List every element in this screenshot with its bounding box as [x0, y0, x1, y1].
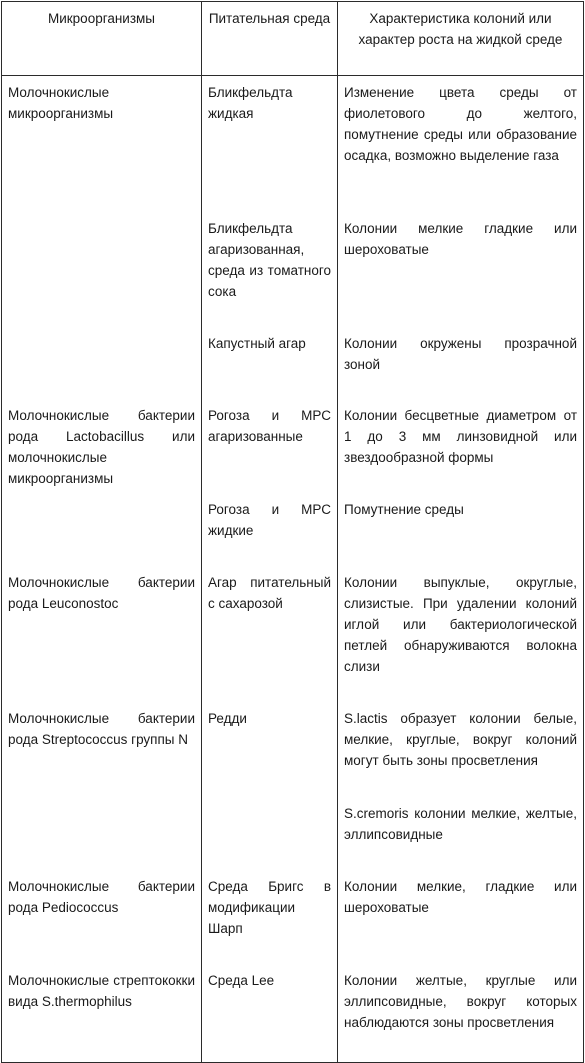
organism-cell: Молочнокислые бактерии рода Leuconostoc [8, 575, 195, 611]
medium-cell: Среда Lee [208, 973, 275, 988]
characteristics-column [338, 76, 584, 1063]
organism-cell: Молочнокислые бактерии рода Streptococcus группы N [8, 711, 195, 747]
characteristic-cell: Колонии выпуклые, округлые, слизистые. При удалении колоний иглой или бактериологической петлей обнаруживаются волокна слизи [344, 575, 577, 674]
header-microorganisms: Микроорганизмы [2, 2, 202, 76]
characteristic-cell: Помутнение среды [344, 502, 464, 517]
medium-cell: Капустный агар [208, 336, 306, 351]
medium-cell: Редди [208, 711, 247, 726]
medium-cell: Среда Бригс в модификации Шарп [208, 879, 331, 936]
organism-cell: Молочнокислые микроорганизмы [8, 85, 114, 121]
medium-cell: Рогоза и МРС жидкие [208, 502, 331, 538]
header-colony-characteristics: Характеристика колоний или характер роста на жидкой среде [338, 2, 584, 76]
medium-cell: Бликфельдта агаризованная, среда из томатного сока [208, 221, 331, 299]
table-header-row [2, 2, 584, 76]
organism-cell: Молочнокислые стрептококки вида S.thermophilus [8, 973, 195, 1009]
characteristic-cell: Колонии мелкие гладкие или шероховатые [344, 221, 577, 257]
table-row [2, 76, 584, 1063]
header-nutrient-medium: Питательная среда [202, 2, 338, 76]
medium-cell: Рогоза и МРС агаризованные [208, 408, 331, 444]
media-column [202, 76, 338, 1063]
characteristic-cell: Колонии мелкие, гладкие или шероховатые [344, 879, 577, 915]
cultures-table [1, 1, 584, 1063]
characteristic-cell: Колонии бесцветные диаметром от 1 до 3 мм линзовидной или звездообразной формы [344, 408, 577, 465]
organisms-column [2, 76, 202, 1063]
characteristic-cell: S.cremoris колонии мелкие, желтые, эллипсовидные [344, 806, 577, 842]
organism-cell: Молочнокислые бактерии рода Lactobacillus или молочнокислые микроорганизмы [8, 408, 195, 486]
medium-cell: Агар питательный с сахарозой [208, 575, 331, 611]
characteristic-cell: Колонии окружены прозрачной зоной [344, 336, 577, 372]
medium-cell: Бликфельдта жидкая [208, 85, 293, 121]
characteristic-cell: Изменение цвета среды от фиолетового до желтого, помутнение среды или образование осадка, возможно выделение газа [344, 85, 577, 163]
characteristic-cell: S.lactis образует колонии белые, мелкие, круглые, вокруг колоний могут быть зоны просветления [344, 711, 577, 768]
characteristic-cell: Колонии желтые, круглые или эллипсовидные, вокруг которых наблюдаются зоны просветления [344, 973, 577, 1030]
organism-cell: Молочнокислые бактерии рода Pediococcus [8, 879, 195, 915]
